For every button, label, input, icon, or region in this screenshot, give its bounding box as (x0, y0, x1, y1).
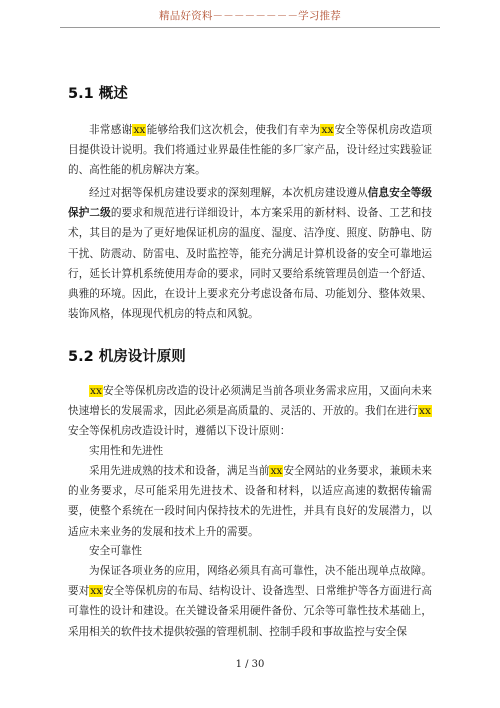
text-run: 采用先进成熟的技术和设备，满足当前 (89, 465, 270, 477)
section-title-design-principles: 5.2 机房设计原则 (68, 349, 186, 365)
text-run: 安全等保机房的布局、结构设计、设备选型、日常维护等各方面进行高可靠性的设计和建设。在关键设备采用硬件备份、冗余等可靠性技术基础上，采用相关的软件技术提供较强的管理机制、控制手段和事故监控与安全保 (68, 585, 433, 638)
principles-intro-paragraph (68, 381, 432, 442)
section-title-overview: 5.1 概述 (68, 86, 128, 102)
text-run: 经过对据等保机房建设要求的深刻理解，本次机房建设遵从 (89, 187, 368, 199)
highlighted-placeholder: xx (321, 124, 334, 136)
principle-heading-reliability: 安全可靠性 (89, 545, 142, 557)
principle-heading-practicality: 实用性和先进性 (89, 445, 164, 457)
page-header: 精品好资料－－－－－－－－学习推荐 (159, 10, 341, 22)
text-run: 的要求和规范进行详细设计，本方案采用的新材料、设备、工艺和技术，其目的是为了更好地保证机房的温度、湿度、洁净度、照度、防静电、防干扰、防震动、防雷电、及时监控等，能充分满足计算机设备的安全可靠地运行，延长计算机系统使用寿命的要求，同时又要给系统管理员创造一个舒适、典雅的环境。因此，在设计上要求充分考虑设备布局、功能划分、整体效果、装饰风格，体现现代机房的特点和风貌。 (68, 207, 433, 321)
header-divider (60, 27, 440, 28)
overview-paragraph-2 (68, 183, 432, 324)
principle-paragraph-practicality (68, 461, 432, 542)
highlighted-placeholder: xx (90, 385, 102, 397)
highlighted-placeholder: xx (270, 465, 283, 477)
text-run: 安全等保机房改造设计时，遵循以下设计原则： (68, 425, 291, 438)
principle-paragraph-reliability (68, 561, 432, 642)
text-run: 非常感谢 (89, 124, 133, 136)
highlighted-placeholder: xx (90, 585, 103, 598)
text-run: 能够给我们这次机会，使我们有幸为 (146, 124, 321, 136)
text-run: 安全等保机房改造项目提供设计说明。我们将通过业界最佳性能的多厂家产品，设计经过实践验证的、高性能的机房解决方案。 (68, 124, 433, 177)
overview-paragraph-1 (68, 120, 432, 181)
highlighted-placeholder: xx (133, 124, 146, 136)
text-run: 安全等保机房改造的设计必须满足当前各项业务需求应用，又面向未来快速增长的发展需求，因此必须是高质量的、灵活的、开放的。我们在进行 (68, 385, 432, 418)
highlighted-placeholder: xx (419, 405, 431, 418)
text-run: 安全网站的业务要求，兼顾未来的业务要求，尽可能采用先进技术、设备和材料，以适应高速的数据传输需要，使整个系统在一段时间内保持技术的先进性，并具有良好的发展潜力，以适应未来业务的发展和技术上升的需要。 (68, 465, 433, 538)
text-run: 为保证各项业务的应用，网络必须具有高可靠性，决不能出现单点故障。要对 (68, 565, 432, 598)
page-number: 1 / 30 (235, 659, 265, 670)
bold-phrase: 信息安全等级保护二级 (68, 187, 433, 220)
